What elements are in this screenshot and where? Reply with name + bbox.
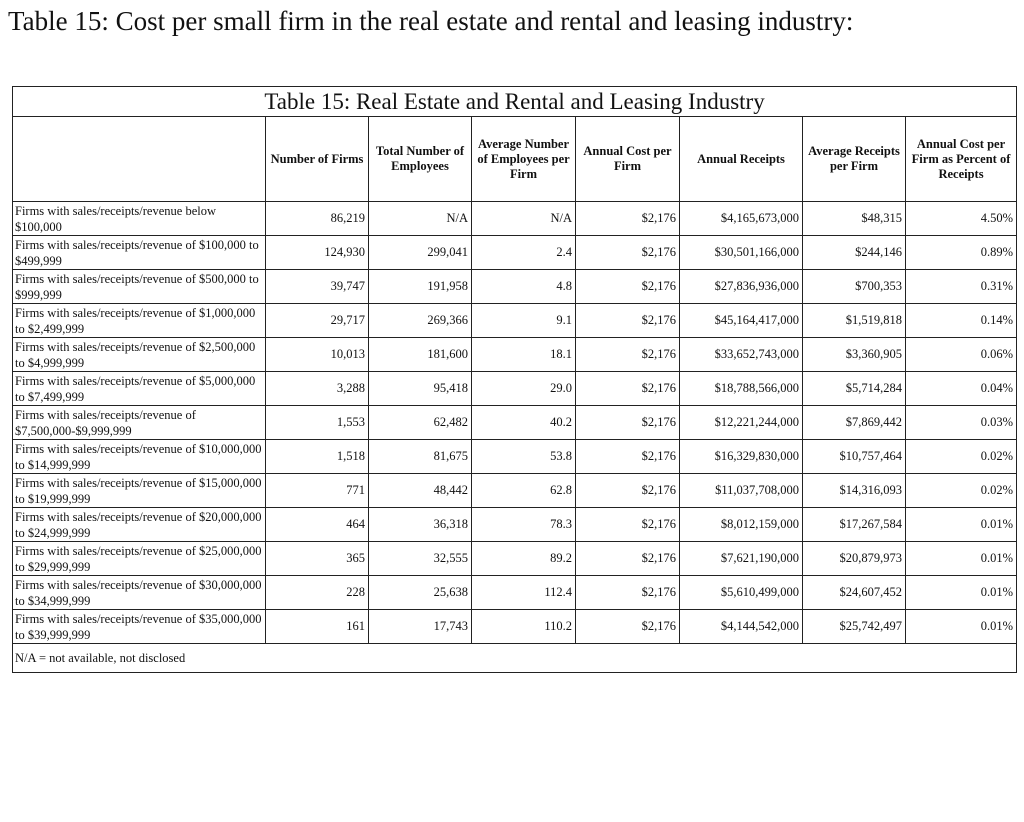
avg-employees-per-firm-cell: 78.3 xyxy=(472,508,576,542)
header-avg-receipts-per-firm: Average Receipts per Firm xyxy=(803,117,906,202)
annual-receipts-cell: $12,221,244,000 xyxy=(680,406,803,440)
annual-receipts-cell: $8,012,159,000 xyxy=(680,508,803,542)
cost-percent-of-receipts-cell: 0.01% xyxy=(906,508,1017,542)
number-of-firms-cell: 161 xyxy=(266,610,369,644)
annual-cost-per-firm-cell: $2,176 xyxy=(576,372,680,406)
total-employees-cell: 32,555 xyxy=(369,542,472,576)
number-of-firms-cell: 1,553 xyxy=(266,406,369,440)
table-row xyxy=(13,236,1017,270)
annual-cost-per-firm-cell: $2,176 xyxy=(576,338,680,372)
cost-percent-of-receipts-cell: 0.03% xyxy=(906,406,1017,440)
cost-percent-of-receipts-cell: 0.31% xyxy=(906,270,1017,304)
avg-receipts-per-firm-cell: $20,879,973 xyxy=(803,542,906,576)
avg-receipts-per-firm-cell: $700,353 xyxy=(803,270,906,304)
firm-size-label-cell: Firms with sales/receipts/revenue of $500,000 to $999,999 xyxy=(13,270,266,304)
total-employees-cell: 25,638 xyxy=(369,576,472,610)
total-employees-cell: 48,442 xyxy=(369,474,472,508)
number-of-firms-cell: 228 xyxy=(266,576,369,610)
avg-receipts-per-firm-cell: $10,757,464 xyxy=(803,440,906,474)
annual-cost-per-firm-cell: $2,176 xyxy=(576,406,680,440)
number-of-firms-cell: 771 xyxy=(266,474,369,508)
firm-size-label-cell: Firms with sales/receipts/revenue of $30,000,000 to $34,999,999 xyxy=(13,576,266,610)
number-of-firms-cell: 464 xyxy=(266,508,369,542)
number-of-firms-cell: 39,747 xyxy=(266,270,369,304)
table-footnote: N/A = not available, not disclosed xyxy=(13,644,1017,673)
header-annual-cost-per-firm: Annual Cost per Firm xyxy=(576,117,680,202)
table-title: Table 15: Real Estate and Rental and Leasing Industry xyxy=(13,87,1017,117)
number-of-firms-cell: 29,717 xyxy=(266,304,369,338)
total-employees-cell: N/A xyxy=(369,202,472,236)
annual-receipts-cell: $4,165,673,000 xyxy=(680,202,803,236)
avg-employees-per-firm-cell: 40.2 xyxy=(472,406,576,440)
total-employees-cell: 81,675 xyxy=(369,440,472,474)
number-of-firms-cell: 365 xyxy=(266,542,369,576)
avg-receipts-per-firm-cell: $48,315 xyxy=(803,202,906,236)
number-of-firms-cell: 10,013 xyxy=(266,338,369,372)
avg-employees-per-firm-cell: 89.2 xyxy=(472,542,576,576)
table-row xyxy=(13,474,1017,508)
cost-percent-of-receipts-cell: 0.14% xyxy=(906,304,1017,338)
table-row xyxy=(13,508,1017,542)
cost-percent-of-receipts-cell: 0.01% xyxy=(906,576,1017,610)
header-cost-percent-of-receipts: Annual Cost per Firm as Percent of Receipts xyxy=(906,117,1017,202)
firm-size-label-cell: Firms with sales/receipts/revenue of $25,000,000 to $29,999,999 xyxy=(13,542,266,576)
avg-receipts-per-firm-cell: $3,360,905 xyxy=(803,338,906,372)
table-row xyxy=(13,610,1017,644)
annual-cost-per-firm-cell: $2,176 xyxy=(576,202,680,236)
avg-receipts-per-firm-cell: $24,607,452 xyxy=(803,576,906,610)
cost-per-firm-table xyxy=(12,86,1017,673)
cost-percent-of-receipts-cell: 0.01% xyxy=(906,542,1017,576)
annual-receipts-cell: $5,610,499,000 xyxy=(680,576,803,610)
annual-cost-per-firm-cell: $2,176 xyxy=(576,508,680,542)
avg-receipts-per-firm-cell: $7,869,442 xyxy=(803,406,906,440)
avg-employees-per-firm-cell: 53.8 xyxy=(472,440,576,474)
table-row xyxy=(13,542,1017,576)
annual-receipts-cell: $11,037,708,000 xyxy=(680,474,803,508)
avg-receipts-per-firm-cell: $1,519,818 xyxy=(803,304,906,338)
header-blank xyxy=(13,117,266,202)
firm-size-label-cell: Firms with sales/receipts/revenue of $10,000,000 to $14,999,999 xyxy=(13,440,266,474)
avg-receipts-per-firm-cell: $25,742,497 xyxy=(803,610,906,644)
header-row xyxy=(13,117,1017,202)
table-row xyxy=(13,406,1017,440)
annual-cost-per-firm-cell: $2,176 xyxy=(576,236,680,270)
avg-receipts-per-firm-cell: $14,316,093 xyxy=(803,474,906,508)
avg-employees-per-firm-cell: 4.8 xyxy=(472,270,576,304)
annual-receipts-cell: $4,144,542,000 xyxy=(680,610,803,644)
avg-employees-per-firm-cell: 29.0 xyxy=(472,372,576,406)
firm-size-label-cell: Firms with sales/receipts/revenue of $20,000,000 to $24,999,999 xyxy=(13,508,266,542)
firm-size-label-cell: Firms with sales/receipts/revenue of $100,000 to $499,999 xyxy=(13,236,266,270)
firm-size-label-cell: Firms with sales/receipts/revenue of $2,500,000 to $4,999,999 xyxy=(13,338,266,372)
table-row xyxy=(13,202,1017,236)
annual-receipts-cell: $18,788,566,000 xyxy=(680,372,803,406)
annual-receipts-cell: $27,836,936,000 xyxy=(680,270,803,304)
total-employees-cell: 36,318 xyxy=(369,508,472,542)
annual-cost-per-firm-cell: $2,176 xyxy=(576,304,680,338)
total-employees-cell: 191,958 xyxy=(369,270,472,304)
number-of-firms-cell: 86,219 xyxy=(266,202,369,236)
avg-employees-per-firm-cell: 9.1 xyxy=(472,304,576,338)
page-caption: Table 15: Cost per small firm in the real estate and rental and leasing industry: xyxy=(8,6,854,36)
table-row xyxy=(13,372,1017,406)
annual-receipts-cell: $7,621,190,000 xyxy=(680,542,803,576)
annual-cost-per-firm-cell: $2,176 xyxy=(576,542,680,576)
avg-employees-per-firm-cell: 112.4 xyxy=(472,576,576,610)
annual-cost-per-firm-cell: $2,176 xyxy=(576,474,680,508)
annual-cost-per-firm-cell: $2,176 xyxy=(576,440,680,474)
header-number-of-firms: Number of Firms xyxy=(266,117,369,202)
avg-employees-per-firm-cell: 62.8 xyxy=(472,474,576,508)
number-of-firms-cell: 124,930 xyxy=(266,236,369,270)
annual-receipts-cell: $45,164,417,000 xyxy=(680,304,803,338)
avg-employees-per-firm-cell: 110.2 xyxy=(472,610,576,644)
cost-percent-of-receipts-cell: 0.01% xyxy=(906,610,1017,644)
firm-size-label-cell: Firms with sales/receipts/revenue of $35,000,000 to $39,999,999 xyxy=(13,610,266,644)
header-annual-receipts: Annual Receipts xyxy=(680,117,803,202)
annual-receipts-cell: $16,329,830,000 xyxy=(680,440,803,474)
firm-size-label-cell: Firms with sales/receipts/revenue of $7,500,000-$9,999,999 xyxy=(13,406,266,440)
annual-receipts-cell: $33,652,743,000 xyxy=(680,338,803,372)
cost-percent-of-receipts-cell: 0.02% xyxy=(906,474,1017,508)
firm-size-label-cell: Firms with sales/receipts/revenue below $100,000 xyxy=(13,202,266,236)
table-row xyxy=(13,338,1017,372)
total-employees-cell: 269,366 xyxy=(369,304,472,338)
avg-employees-per-firm-cell: 18.1 xyxy=(472,338,576,372)
cost-percent-of-receipts-cell: 4.50% xyxy=(906,202,1017,236)
total-employees-cell: 181,600 xyxy=(369,338,472,372)
header-avg-employees-per-firm: Average Number of Employees per Firm xyxy=(472,117,576,202)
avg-receipts-per-firm-cell: $5,714,284 xyxy=(803,372,906,406)
table-row xyxy=(13,440,1017,474)
avg-employees-per-firm-cell: N/A xyxy=(472,202,576,236)
table-row xyxy=(13,304,1017,338)
total-employees-cell: 95,418 xyxy=(369,372,472,406)
table-row xyxy=(13,576,1017,610)
avg-receipts-per-firm-cell: $244,146 xyxy=(803,236,906,270)
total-employees-cell: 299,041 xyxy=(369,236,472,270)
number-of-firms-cell: 3,288 xyxy=(266,372,369,406)
annual-cost-per-firm-cell: $2,176 xyxy=(576,270,680,304)
cost-percent-of-receipts-cell: 0.04% xyxy=(906,372,1017,406)
avg-employees-per-firm-cell: 2.4 xyxy=(472,236,576,270)
firm-size-label-cell: Firms with sales/receipts/revenue of $15,000,000 to $19,999,999 xyxy=(13,474,266,508)
firm-size-label-cell: Firms with sales/receipts/revenue of $1,000,000 to $2,499,999 xyxy=(13,304,266,338)
cost-percent-of-receipts-cell: 0.89% xyxy=(906,236,1017,270)
avg-receipts-per-firm-cell: $17,267,584 xyxy=(803,508,906,542)
number-of-firms-cell: 1,518 xyxy=(266,440,369,474)
annual-cost-per-firm-cell: $2,176 xyxy=(576,576,680,610)
cost-percent-of-receipts-cell: 0.02% xyxy=(906,440,1017,474)
firm-size-label-cell: Firms with sales/receipts/revenue of $5,000,000 to $7,499,999 xyxy=(13,372,266,406)
cost-percent-of-receipts-cell: 0.06% xyxy=(906,338,1017,372)
annual-cost-per-firm-cell: $2,176 xyxy=(576,610,680,644)
annual-receipts-cell: $30,501,166,000 xyxy=(680,236,803,270)
header-total-employees: Total Number of Employees xyxy=(369,117,472,202)
total-employees-cell: 17,743 xyxy=(369,610,472,644)
table-row xyxy=(13,270,1017,304)
total-employees-cell: 62,482 xyxy=(369,406,472,440)
